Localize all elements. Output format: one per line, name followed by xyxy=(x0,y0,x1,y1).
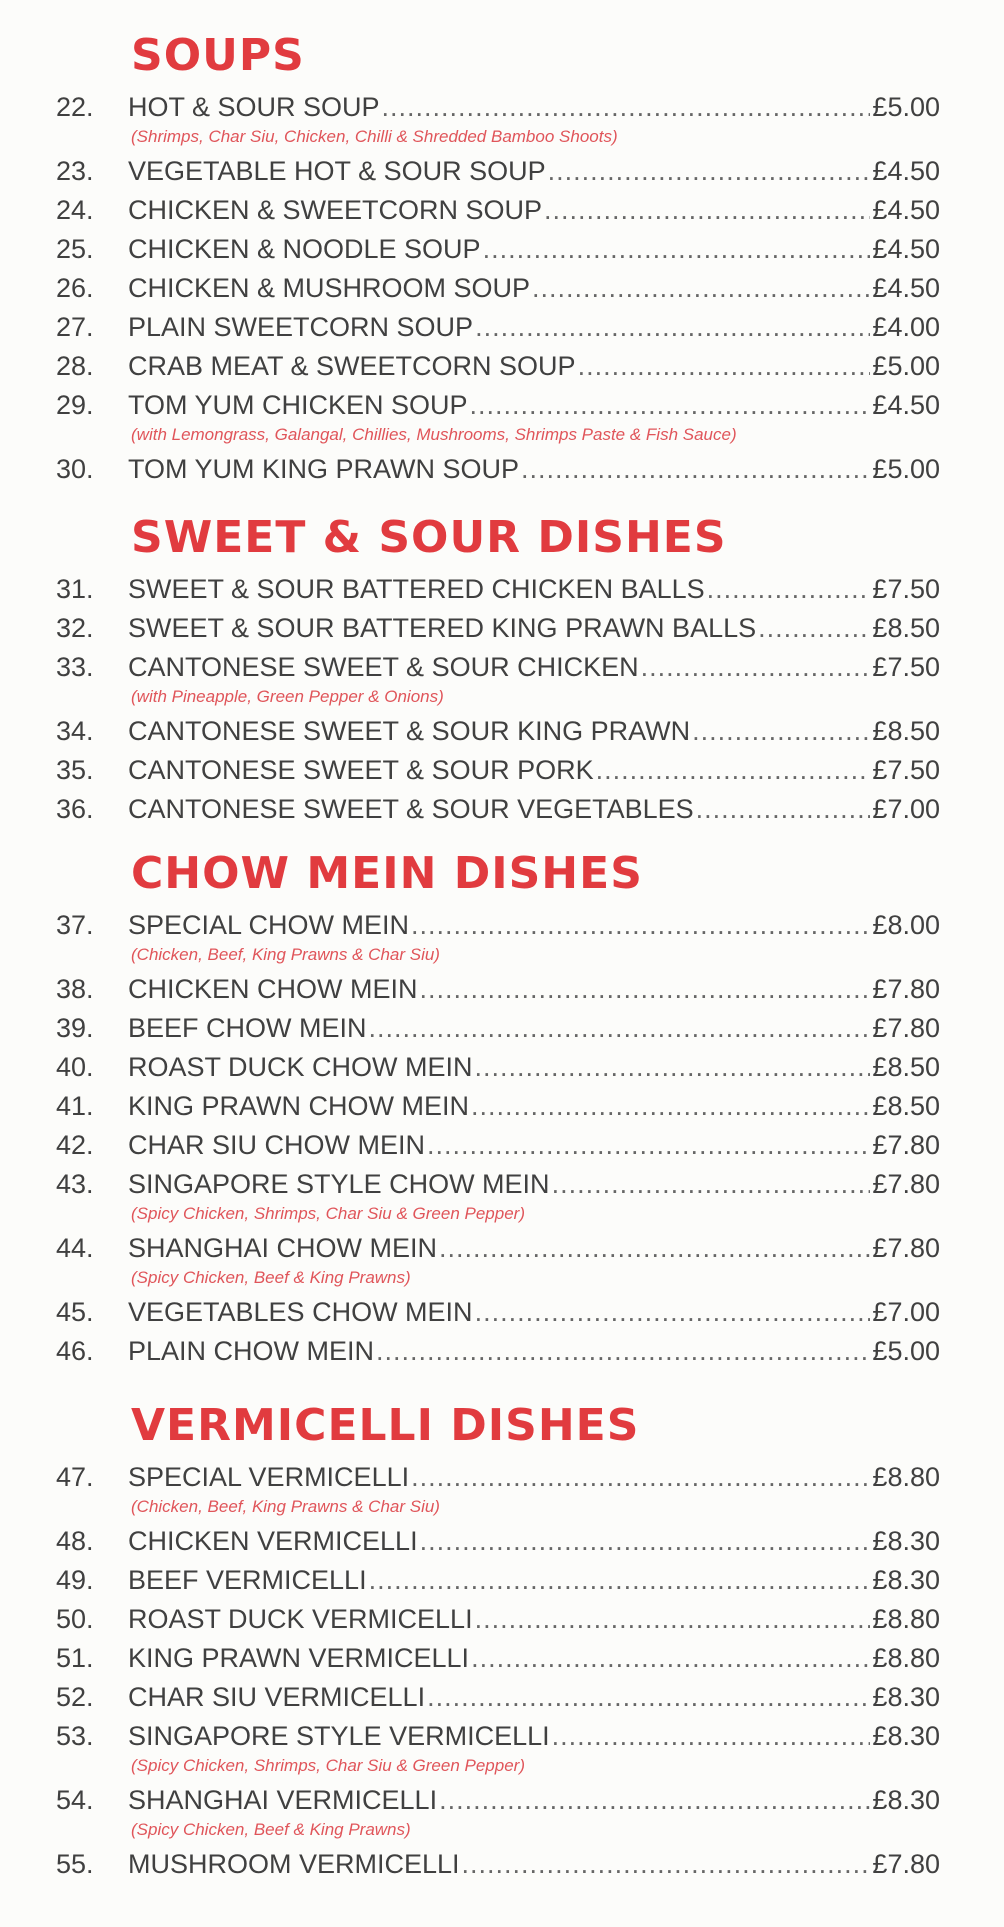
dot-leader xyxy=(471,1087,870,1125)
item-line xyxy=(128,648,940,686)
item-name: VEGETABLES CHOW MEIN xyxy=(128,1297,473,1327)
item-number: 48. xyxy=(56,1526,94,1556)
item-line xyxy=(128,1165,940,1203)
dot-leader xyxy=(707,570,871,608)
menu-item xyxy=(0,191,1004,229)
dot-leader xyxy=(544,191,870,229)
menu-item-row xyxy=(0,1561,1004,1599)
item-price: £7.80 xyxy=(872,1169,940,1199)
menu-item xyxy=(0,347,1004,385)
item-number: 27. xyxy=(56,312,94,342)
item-name: BEEF CHOW MEIN xyxy=(128,1013,367,1043)
menu-item xyxy=(0,790,1004,828)
menu-item-row xyxy=(0,751,1004,789)
item-name: CHAR SIU VERMICELLI xyxy=(128,1682,426,1712)
menu-item xyxy=(0,1229,1004,1287)
item-name: CANTONESE SWEET & SOUR PORK xyxy=(128,755,594,785)
menu-item-row xyxy=(0,1009,1004,1047)
dot-leader xyxy=(411,1458,870,1496)
item-name: CHICKEN & MUSHROOM SOUP xyxy=(128,273,531,303)
item-line xyxy=(128,609,940,647)
item-price: £5.00 xyxy=(872,351,940,381)
item-price: £7.80 xyxy=(872,1849,940,1879)
menu-item-row xyxy=(0,230,1004,268)
item-price: £8.80 xyxy=(872,1604,940,1634)
item-name: CHICKEN & NOODLE SOUP xyxy=(128,234,481,264)
menu-item xyxy=(0,1126,1004,1164)
item-name: HOT & SOUR SOUP xyxy=(128,92,380,122)
menu-item-row xyxy=(0,1087,1004,1125)
item-price: £8.30 xyxy=(872,1565,940,1595)
item-number: 53. xyxy=(56,1721,94,1751)
item-price: £8.00 xyxy=(872,910,940,940)
item-name: BEEF VERMICELLI xyxy=(128,1565,367,1595)
dot-leader xyxy=(471,1639,870,1677)
menu-item xyxy=(0,609,1004,647)
item-description: (with Lemongrass, Galangal, Chillies, Mushrooms, Shrimps Paste & Fish Sauce) xyxy=(131,425,737,444)
menu-item xyxy=(0,712,1004,750)
menu-item xyxy=(0,1600,1004,1638)
item-number: 30. xyxy=(56,454,94,484)
item-name: PLAIN CHOW MEIN xyxy=(128,1336,375,1366)
dot-leader xyxy=(475,308,870,346)
item-line xyxy=(128,1293,940,1331)
item-line xyxy=(128,450,940,488)
item-name: CANTONESE SWEET & SOUR KING PRAWN xyxy=(128,716,691,746)
item-number: 40. xyxy=(56,1052,94,1082)
item-number: 36. xyxy=(56,794,94,824)
dot-leader xyxy=(475,1048,871,1086)
item-number: 34. xyxy=(56,716,94,746)
item-number: 22. xyxy=(56,92,94,122)
menu-item-row xyxy=(0,648,1004,686)
item-description: (Chicken, Beef, King Prawns & Char Siu) xyxy=(131,945,440,964)
section-title: VERMICELLI DISHES xyxy=(131,1400,640,1451)
menu-item xyxy=(0,1087,1004,1125)
item-name: SINGAPORE STYLE VERMICELLI xyxy=(128,1721,550,1751)
dot-leader xyxy=(369,1561,871,1599)
item-name: SHANGHAI VERMICELLI xyxy=(128,1785,438,1815)
item-name: SINGAPORE STYLE CHOW MEIN xyxy=(128,1169,550,1199)
item-line xyxy=(128,308,940,346)
item-line xyxy=(128,1087,940,1125)
item-name: KING PRAWN VERMICELLI xyxy=(128,1643,470,1673)
item-price: £8.30 xyxy=(872,1721,940,1751)
item-line xyxy=(128,1717,940,1755)
item-number: 25. xyxy=(56,234,94,264)
menu-item-row xyxy=(0,88,1004,126)
item-line xyxy=(128,152,940,190)
menu-item-row xyxy=(0,1048,1004,1086)
menu-item xyxy=(0,1009,1004,1047)
item-line xyxy=(128,790,940,828)
section-title: SOUPS xyxy=(131,30,305,81)
item-name: ROAST DUCK CHOW MEIN xyxy=(128,1052,473,1082)
item-line xyxy=(128,1600,940,1638)
dot-leader xyxy=(548,152,871,190)
section-title: SWEET & SOUR DISHES xyxy=(131,512,727,563)
item-number: 52. xyxy=(56,1682,94,1712)
item-price: £8.80 xyxy=(872,1462,940,1492)
item-line xyxy=(128,712,940,750)
item-line xyxy=(128,1126,940,1164)
menu-item xyxy=(0,1048,1004,1086)
item-name: KING PRAWN CHOW MEIN xyxy=(128,1091,469,1121)
item-number: 49. xyxy=(56,1565,94,1595)
dot-leader xyxy=(532,269,870,307)
item-price: £4.50 xyxy=(872,390,940,420)
dot-leader xyxy=(758,609,870,647)
item-price: £8.50 xyxy=(872,613,940,643)
menu-item-row xyxy=(0,1522,1004,1560)
item-line xyxy=(128,906,940,944)
item-line xyxy=(128,347,940,385)
item-number: 47. xyxy=(56,1462,94,1492)
menu-item-row xyxy=(0,1678,1004,1716)
dot-leader xyxy=(369,1009,871,1047)
menu-item xyxy=(0,88,1004,146)
menu-item xyxy=(0,1165,1004,1223)
item-line xyxy=(128,1048,940,1086)
item-name: SWEET & SOUR BATTERED CHICKEN BALLS xyxy=(128,574,705,604)
menu-item-row xyxy=(0,906,1004,944)
dot-leader xyxy=(470,386,871,424)
item-number: 44. xyxy=(56,1233,94,1263)
item-price: £7.80 xyxy=(872,1130,940,1160)
item-description: (Spicy Chicken, Beef & King Prawns) xyxy=(131,1268,411,1287)
menu-item-row xyxy=(0,1332,1004,1370)
dot-leader xyxy=(483,230,871,268)
dot-leader xyxy=(475,1600,871,1638)
item-line xyxy=(128,1678,940,1716)
dot-leader xyxy=(420,970,871,1008)
item-price: £4.50 xyxy=(872,273,940,303)
item-line xyxy=(128,1009,940,1047)
item-price: £7.50 xyxy=(872,652,940,682)
item-line xyxy=(128,88,940,126)
menu-item-row xyxy=(0,386,1004,424)
menu-item-row xyxy=(0,191,1004,229)
item-name: TOM YUM CHICKEN SOUP xyxy=(128,390,468,420)
menu-item-row xyxy=(0,308,1004,346)
menu-item xyxy=(0,450,1004,488)
item-price: £7.50 xyxy=(872,755,940,785)
dot-leader xyxy=(439,1781,870,1819)
menu-item xyxy=(0,1293,1004,1331)
item-price: £7.00 xyxy=(872,1297,940,1327)
item-name: SWEET & SOUR BATTERED KING PRAWN BALLS xyxy=(128,613,757,643)
menu-item xyxy=(0,386,1004,444)
dot-leader xyxy=(420,1522,871,1560)
dot-leader xyxy=(696,790,871,828)
dot-leader xyxy=(552,1165,871,1203)
menu-item xyxy=(0,308,1004,346)
item-price: £4.50 xyxy=(872,234,940,264)
item-description: (with Pineapple, Green Pepper & Onions) xyxy=(131,687,444,706)
item-price: £5.00 xyxy=(872,454,940,484)
item-number: 28. xyxy=(56,351,94,381)
dot-leader xyxy=(552,1717,871,1755)
item-number: 55. xyxy=(56,1849,94,1879)
item-number: 29. xyxy=(56,390,94,420)
menu-item xyxy=(0,1781,1004,1839)
dot-leader xyxy=(427,1678,870,1716)
dot-leader xyxy=(521,450,870,488)
menu-item xyxy=(0,1845,1004,1883)
dot-leader xyxy=(427,1126,870,1164)
item-description: (Shrimps, Char Siu, Chicken, Chilli & Shredded Bamboo Shoots) xyxy=(131,127,618,146)
item-line xyxy=(128,191,940,229)
item-price: £8.50 xyxy=(872,1091,940,1121)
item-name: SPECIAL CHOW MEIN xyxy=(128,910,410,940)
item-price: £7.80 xyxy=(872,1233,940,1263)
item-line xyxy=(128,269,940,307)
menu-item-row xyxy=(0,347,1004,385)
item-line xyxy=(128,230,940,268)
dot-leader xyxy=(692,712,870,750)
item-number: 50. xyxy=(56,1604,94,1634)
menu-item-row xyxy=(0,712,1004,750)
item-name: MUSHROOM VERMICELLI xyxy=(128,1849,460,1879)
menu-item-row xyxy=(0,970,1004,1008)
menu-item xyxy=(0,1458,1004,1516)
menu-item xyxy=(0,751,1004,789)
item-number: 41. xyxy=(56,1091,94,1121)
dot-leader xyxy=(641,648,871,686)
menu-item-row xyxy=(0,152,1004,190)
dot-leader xyxy=(439,1229,870,1267)
item-number: 43. xyxy=(56,1169,94,1199)
dot-leader xyxy=(411,906,870,944)
item-number: 51. xyxy=(56,1643,94,1673)
menu-item-row xyxy=(0,1639,1004,1677)
item-price: £7.00 xyxy=(872,794,940,824)
item-name: SHANGHAI CHOW MEIN xyxy=(128,1233,438,1263)
item-price: £8.50 xyxy=(872,1052,940,1082)
item-number: 42. xyxy=(56,1130,94,1160)
item-number: 37. xyxy=(56,910,94,940)
item-number: 32. xyxy=(56,613,94,643)
menu-item xyxy=(0,152,1004,190)
item-line xyxy=(128,1522,940,1560)
menu-item xyxy=(0,1717,1004,1775)
item-number: 46. xyxy=(56,1336,94,1366)
menu-item-row xyxy=(0,450,1004,488)
menu-item-row xyxy=(0,609,1004,647)
item-description: (Spicy Chicken, Shrimps, Char Siu & Green Pepper) xyxy=(131,1204,525,1223)
item-price: £8.30 xyxy=(872,1526,940,1556)
item-price: £8.30 xyxy=(872,1785,940,1815)
menu-item-row xyxy=(0,1126,1004,1164)
item-number: 24. xyxy=(56,195,94,225)
dot-leader xyxy=(382,88,871,126)
menu-item-row xyxy=(0,1600,1004,1638)
item-description: (Spicy Chicken, Shrimps, Char Siu & Green Pepper) xyxy=(131,1756,525,1775)
item-line xyxy=(128,1639,940,1677)
item-line xyxy=(128,1781,940,1819)
item-price: £4.50 xyxy=(872,156,940,186)
item-name: CANTONESE SWEET & SOUR CHICKEN xyxy=(128,652,639,682)
menu-item xyxy=(0,1678,1004,1716)
item-line xyxy=(128,970,940,1008)
item-price: £7.50 xyxy=(872,574,940,604)
item-price: £8.50 xyxy=(872,716,940,746)
item-name: CANTONESE SWEET & SOUR VEGETABLES xyxy=(128,794,694,824)
section-title: CHOW MEIN DISHES xyxy=(131,848,643,899)
item-price: £7.80 xyxy=(872,974,940,1004)
item-name: SPECIAL VERMICELLI xyxy=(128,1462,410,1492)
item-number: 23. xyxy=(56,156,94,186)
item-line xyxy=(128,1458,940,1496)
item-number: 26. xyxy=(56,273,94,303)
item-line xyxy=(128,751,940,789)
item-price: £5.00 xyxy=(872,92,940,122)
item-price: £4.00 xyxy=(872,312,940,342)
item-number: 35. xyxy=(56,755,94,785)
dot-leader xyxy=(596,751,871,789)
menu-item xyxy=(0,269,1004,307)
menu-item xyxy=(0,1561,1004,1599)
menu-item-row xyxy=(0,269,1004,307)
item-number: 39. xyxy=(56,1013,94,1043)
item-line xyxy=(128,1845,940,1883)
item-number: 38. xyxy=(56,974,94,1004)
menu-item-row xyxy=(0,570,1004,608)
item-name: CHICKEN VERMICELLI xyxy=(128,1526,418,1556)
dot-leader xyxy=(376,1332,870,1370)
menu-item-row xyxy=(0,1781,1004,1819)
item-name: CHICKEN CHOW MEIN xyxy=(128,974,418,1004)
item-line xyxy=(128,386,940,424)
item-number: 31. xyxy=(56,574,94,604)
menu-item xyxy=(0,570,1004,608)
item-line xyxy=(128,570,940,608)
dot-leader xyxy=(462,1845,871,1883)
menu-item-row xyxy=(0,1165,1004,1203)
item-name: ROAST DUCK VERMICELLI xyxy=(128,1604,473,1634)
item-name: TOM YUM KING PRAWN SOUP xyxy=(128,454,520,484)
item-name: CRAB MEAT & SWEETCORN SOUP xyxy=(128,351,576,381)
dot-leader xyxy=(475,1293,871,1331)
dot-leader xyxy=(578,347,871,385)
menu-item-row xyxy=(0,790,1004,828)
item-number: 45. xyxy=(56,1297,94,1327)
item-price: £4.50 xyxy=(872,195,940,225)
menu-item-row xyxy=(0,1229,1004,1267)
item-line xyxy=(128,1561,940,1599)
item-price: £5.00 xyxy=(872,1336,940,1366)
item-price: £8.80 xyxy=(872,1643,940,1673)
item-number: 33. xyxy=(56,652,94,682)
item-name: CHAR SIU CHOW MEIN xyxy=(128,1130,425,1160)
item-name: PLAIN SWEETCORN SOUP xyxy=(128,312,474,342)
item-price: £7.80 xyxy=(872,1013,940,1043)
item-description: (Spicy Chicken, Beef & King Prawns) xyxy=(131,1820,411,1839)
item-name: VEGETABLE HOT & SOUR SOUP xyxy=(128,156,546,186)
item-price: £8.30 xyxy=(872,1682,940,1712)
menu-item xyxy=(0,1522,1004,1560)
menu-item xyxy=(0,970,1004,1008)
menu-item xyxy=(0,906,1004,964)
menu-item xyxy=(0,1332,1004,1370)
item-line xyxy=(128,1229,940,1267)
item-line xyxy=(128,1332,940,1370)
menu-item-row xyxy=(0,1717,1004,1755)
item-number: 54. xyxy=(56,1785,94,1815)
menu-item xyxy=(0,230,1004,268)
item-description: (Chicken, Beef, King Prawns & Char Siu) xyxy=(131,1497,440,1516)
item-name: CHICKEN & SWEETCORN SOUP xyxy=(128,195,543,225)
menu-item xyxy=(0,648,1004,706)
menu-item-row xyxy=(0,1845,1004,1883)
menu-item-row xyxy=(0,1293,1004,1331)
menu-item xyxy=(0,1639,1004,1677)
menu-item-row xyxy=(0,1458,1004,1496)
